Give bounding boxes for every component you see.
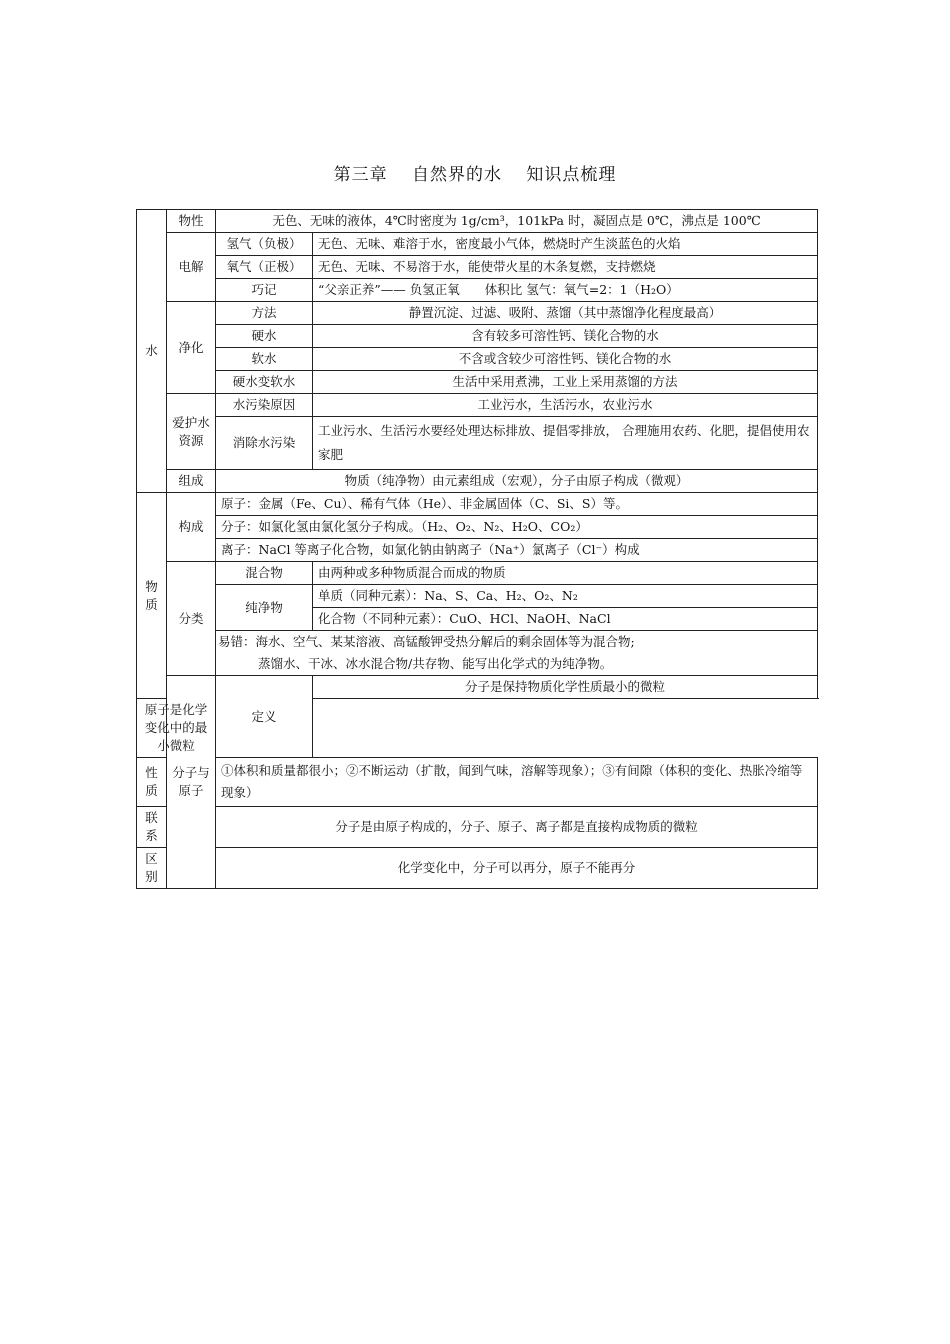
row-label-nature: 性质 <box>137 758 167 807</box>
protect-item-text: 工业污水，生活污水，农业污水 <box>313 394 818 417</box>
classify-note: 易错：海水、空气、某某溶液、高锰酸钾受热分解后的剩余固体等为混合物; <box>216 631 818 654</box>
row-label-classify: 分类 <box>167 562 216 676</box>
table-row <box>137 758 818 807</box>
table-row <box>137 539 818 562</box>
section-particle: 分子与原子 <box>167 676 216 889</box>
purify-item-label: 硬水 <box>216 325 313 348</box>
electrolysis-item-text: “父亲正养”—— 负氢正氧 体积比 氢气：氧气=2：1（H₂O） <box>313 279 818 302</box>
classify-mixture-text: 由两种或多种物质混合而成的物质 <box>313 562 818 585</box>
relation-text: 分子是由原子构成的，分子、原子、离子都是直接构成物质的微粒 <box>216 807 818 848</box>
classify-note: 蒸馏水、干冰、冰水混合物/共存物、能写出化学式的为纯净物。 <box>216 653 818 676</box>
table-row <box>137 493 818 516</box>
electrolysis-item-text: 无色、无味、难溶于水，密度最小气体，燃烧时产生淡蓝色的火焰 <box>313 233 818 256</box>
definition-item: 原子是化学变化中的最小微粒 <box>137 699 216 758</box>
table-row <box>137 562 818 585</box>
table-row <box>137 516 818 539</box>
table-row <box>137 470 818 493</box>
definition-item: 分子是保持物质化学性质最小的微粒 <box>313 676 818 699</box>
composition-text: 物质（纯净物）由元素组成（宏观），分子由原子构成（微观） <box>216 470 818 493</box>
structure-item: 分子：如氯化氢由氯化氢分子构成。（H₂、O₂、N₂、H₂O、CO₂） <box>216 516 818 539</box>
row-label-protect: 爱护水资源 <box>167 394 216 470</box>
electrolysis-item-label: 巧记 <box>216 279 313 302</box>
classify-pure-label: 纯净物 <box>216 585 313 631</box>
table-row <box>137 371 818 394</box>
title-subtitle: 知识点梳理 <box>526 165 617 185</box>
purify-item-text: 静置沉淀、过滤、吸附、蒸馏（其中蒸馏净化程度最高） <box>313 302 818 325</box>
table-row <box>137 256 818 279</box>
row-label-composition: 组成 <box>167 470 216 493</box>
nature-text: ①体积和质量都很小；②不断运动（扩散，闻到气味，溶解等现象）；③有间隙（体积的变化、热胀冷缩等现象） <box>216 758 818 807</box>
difference-text: 化学变化中，分子可以再分，原子不能再分 <box>216 848 818 889</box>
protect-item-text: 工业污水、生活污水要经处理达标排放、提倡零排放， 合理施用农药、化肥，提倡使用农家肥 <box>313 417 818 470</box>
protect-item-label: 消除水污染 <box>216 417 313 470</box>
table-row <box>137 302 818 325</box>
table-row <box>137 417 818 470</box>
title-chapter: 第三章 <box>333 165 388 185</box>
table-row <box>137 585 818 608</box>
electrolysis-item-text: 无色、无味、不易溶于水，能使带火星的木条复燃，支持燃烧 <box>313 256 818 279</box>
purify-item-label: 硬水变软水 <box>216 371 313 394</box>
purify-item-text: 含有较多可溶性钙、镁化合物的水 <box>313 325 818 348</box>
row-label-structure: 构成 <box>167 493 216 562</box>
table-row <box>137 676 818 699</box>
section-water: 水 <box>137 210 167 493</box>
purify-item-text: 生活中采用煮沸，工业上采用蒸馏的方法 <box>313 371 818 394</box>
table-row <box>137 325 818 348</box>
purify-item-text: 不含或含较少可溶性钙、镁化合物的水 <box>313 348 818 371</box>
table-row <box>137 233 818 256</box>
knowledge-table <box>136 209 818 889</box>
title-topic: 自然界的水 <box>412 165 502 185</box>
purify-item-label: 方法 <box>216 302 313 325</box>
table-row <box>137 653 818 676</box>
table-row <box>137 631 818 654</box>
classify-mixture-label: 混合物 <box>216 562 313 585</box>
row-label-definition: 定义 <box>216 676 313 758</box>
electrolysis-item-label: 氢气（负极） <box>216 233 313 256</box>
row-label-difference: 区别 <box>137 848 167 889</box>
table-row <box>137 848 818 889</box>
page-title <box>0 160 950 185</box>
structure-item: 原子：金属（Fe、Cu）、稀有气体（He）、非金属固体（C、Si、S）等。 <box>216 493 818 516</box>
property-text: 无色、无味的液体，4℃时密度为 1g/cm³，101kPa 时，凝固点是 0℃，沸点是 100℃ <box>216 210 818 233</box>
table-row <box>137 279 818 302</box>
table-row <box>137 210 818 233</box>
table-row <box>137 394 818 417</box>
purify-item-label: 软水 <box>216 348 313 371</box>
table-row <box>137 807 818 848</box>
row-label-purify: 净化 <box>167 302 216 394</box>
electrolysis-item-label: 氧气（正极） <box>216 256 313 279</box>
table-row <box>137 348 818 371</box>
protect-item-label: 水污染原因 <box>216 394 313 417</box>
classify-pure-item: 单质（同种元素）：Na、S、Ca、H₂、O₂、N₂ <box>313 585 818 608</box>
row-label-electrolysis: 电解 <box>167 233 216 302</box>
classify-pure-item: 化合物（不同种元素）：CuO、HCl、NaOH、NaCl <box>313 608 818 631</box>
row-label-property: 物性 <box>167 210 216 233</box>
section-matter: 物质 <box>137 493 167 699</box>
row-label-relation: 联系 <box>137 807 167 848</box>
structure-item: 离子：NaCl 等离子化合物，如氯化钠由钠离子（Na⁺）氯离子（Cl⁻）构成 <box>216 539 818 562</box>
